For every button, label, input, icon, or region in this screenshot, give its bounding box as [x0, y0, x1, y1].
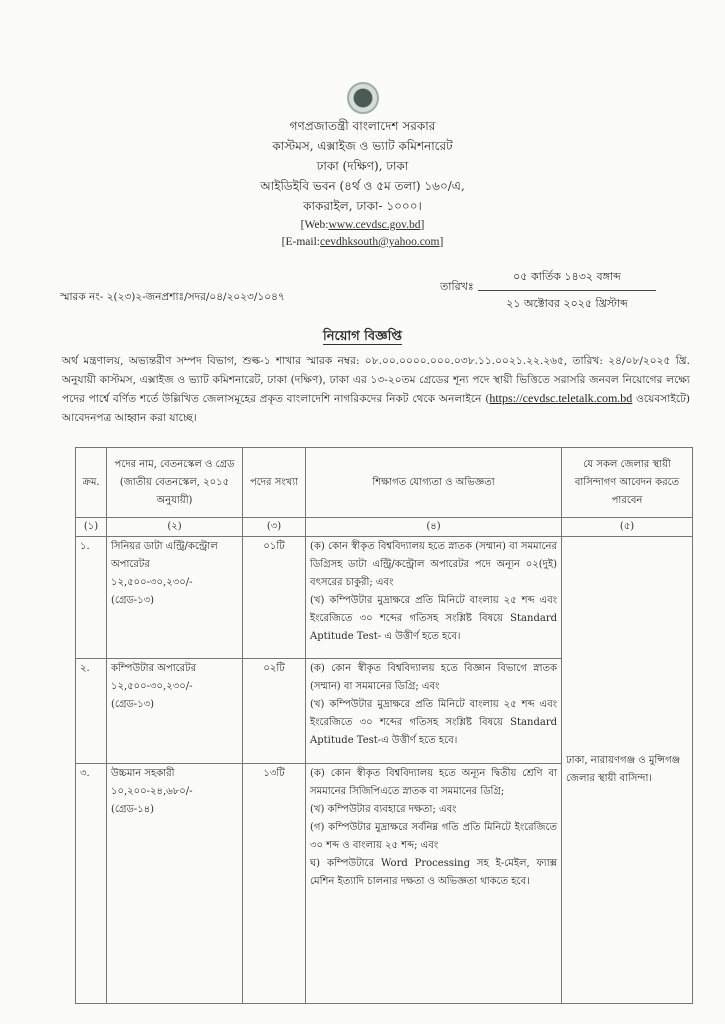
vacancy-table [75, 447, 693, 1004]
date-block [478, 268, 656, 314]
table-header-row [76, 448, 693, 518]
row-qualifications: (ক) কোন স্বীকৃত বিশ্ববিদ্যালয় হতে স্নাতক (সম্মান) বা সমমানের ডিগ্রিসহ ডাটা এন্ট্রি/কন্ট্রোল অপারেটর পদে অন্যূন ০২(দুই) বৎসরের চাকুরী; এবং (খ) কম্পিউটার মুদ্রাক্ষরে প্রতি মিনিটে বাংলায় ২৫ শব্দ এবং ইংরেজিতে ৩০ শব্দের গতিসহ সংশ্লিষ্ট বিষয়ে Standard Aptitude Test- এ উত্তীর্ণ হতে হবে। [306, 537, 562, 659]
office-name: কাস্টমস, এক্সাইজ ও ভ্যাট কমিশনারেট [272, 139, 453, 153]
row-count: ০১টি [243, 537, 306, 659]
header-serial: ক্রম. [76, 448, 107, 518]
column-number: (৪) [306, 518, 562, 537]
application-link[interactable]: https://cevdsc.teletalk.com.bd [489, 391, 633, 405]
row-serial: ২. [76, 659, 107, 764]
column-number: (৫) [562, 518, 693, 537]
row-serial: ১. [76, 537, 107, 659]
address-line-1: আইডিইবি ভবন (৪র্থ ও ৫ম তলা) ১৬০/এ, [260, 179, 465, 193]
header-count: পদের সংখ্যা [243, 448, 306, 518]
column-number-row [76, 518, 693, 537]
row-count: ০২টি [243, 659, 306, 764]
date-label: তারিখঃ [440, 280, 474, 293]
date-bangla: ০৫ কার্তিক ১৪৩২ বঙ্গাব্দ [478, 268, 656, 291]
office-location: ঢাকা (দক্ষিণ), ঢাকা [316, 159, 409, 173]
row-post: উচ্চমান সহকারী ১০,২০০-২৪,৬৮০/- (গ্রেড-১৪) [107, 764, 243, 1004]
notice-title: নিয়োগ বিজ্ঞপ্তি [323, 329, 402, 344]
table-row [76, 537, 693, 659]
memo-number: স্মারক নং- ২(২৩)২-জনপ্রশাঃ/সদর/০৪/২০২৩/১০৪৭ [60, 291, 285, 303]
row-qualifications: (ক) কোন স্বীকৃত বিশ্ববিদ্যালয় হতে অন্যূন দ্বিতীয় শ্রেণি বা সমমানের সিজিপিএতে স্নাতক বা সমমানের ডিগ্রি; (খ) কম্পিউটার ব্যবহারে দক্ষতা; এবং (গ) কম্পিউটার মুদ্রাক্ষরে সর্বনিম্ন গতি প্রতি মিনিটে ইংরেজিতে ৩০ শব্দ ও বাংলায় ২৫ শব্দ; এবং ঘ) কম্পিউটারে Word Processing সহ ই-মেইল, ফ্যাক্স মেশিন ইত্যাদি চালনার দক্ষতা ও অভিজ্ঞতা থাকতে হবে। [306, 764, 562, 1004]
notice-paragraph: অর্থ মন্ত্রণালয়, অভ্যন্তরীণ সম্পদ বিভাগ, শুল্ক-১ শাখার স্মারক নম্বর: ০৮.০০.০০০০.০০০.০৩৮.১১.০০২১.২২.২৬৫, তারিখ: ২৪/০৮/২০২৫ খ্রি. অনুযায়ী কাস্টমস, এক্সাইজ ও ভ্যাট কমিশনারেট, ঢাকা (দক্ষিণ), ঢাকা এর ১৩-২০তম গ্রেডের শূন্য পদে স্থায়ী ভিত্তিতে সরাসরি জনবল নিয়োগের লক্ষ্যে পদের পার্শ্বে বর্ণিত শর্তে উল্লিখিত জেলাসমূহের প্রকৃত বাংলাদেশি নাগরিকদের নিকট থেকে অনলাইনে (https://cevdsc.teletalk.com.bd ওয়েবসাইটে) আবেদনপত্র আহ্বান করা যাচ্ছে। [62, 355, 690, 424]
column-number: (২) [107, 518, 243, 537]
row-qualifications: (ক) কোন স্বীকৃত বিশ্ববিদ্যালয় হতে বিজ্ঞান বিভাগে স্নাতক (সম্মান) বা সমমানের ডিগ্রি; এবং (খ) কম্পিউটার মুদ্রাক্ষরে প্রতি মিনিটে বাংলায় ২৫ শব্দ এবং ইংরেজিতে ৩০ শব্দের গতিসহ সংশ্লিষ্ট বিষয়ে Standard Aptitude Test-এ উত্তীর্ণ হতে হবে। [306, 659, 562, 764]
row-post: কম্পিউটার অপারেটর ১২,৫০০-৩০,২৩০/- (গ্রেড-১৩) [107, 659, 243, 764]
notice-title-wrap [0, 327, 725, 348]
row-serial: ৩. [76, 764, 107, 1004]
header-districts: যে সকল জেলার স্থায়ী বাসিন্দাগণ আবেদন করতে পারবেন [562, 448, 693, 518]
website-line: [Web:www.cevdsc.gov.bd] [300, 219, 425, 231]
email-line: [E-mail:cevdhksouth@yahoo.com] [281, 236, 444, 248]
letterhead [0, 118, 725, 251]
email-link[interactable]: cevdhksouth@yahoo.com [320, 236, 440, 248]
header-post: পদের নাম, বেতনস্কেল ও গ্রেড (জাতীয় বেতনস্কেল, ২০১৫ অনুযায়ী) [107, 448, 243, 518]
government-emblem-icon [347, 82, 379, 114]
column-number: (১) [76, 518, 107, 537]
row-districts: ঢাকা, নারায়ণগঞ্জ ও মুন্সিগঞ্জ জেলার স্থায়ী বাসিন্দা। [562, 537, 693, 1004]
address-line-2: কাকরাইল, ঢাকা- ১০০০। [303, 199, 422, 213]
date-gregorian: ২১ অক্টোবর ২০২৫ খ্রিস্টাব্দ [506, 297, 628, 310]
column-number: (৩) [243, 518, 306, 537]
website-link[interactable]: www.cevdsc.gov.bd [328, 219, 421, 231]
government-name: গণপ্রজাতন্ত্রী বাংলাদেশ সরকার [289, 119, 436, 133]
row-count: ১৩টি [243, 764, 306, 1004]
header-qualification: শিক্ষাগত যোগ্যতা ও অভিজ্ঞতা [306, 448, 562, 518]
row-post: সিনিয়র ডাটা এন্ট্রি/কন্ট্রোল অপারেটর ১২,৫০০-৩০,২৩০/- (গ্রেড-১৩) [107, 537, 243, 659]
